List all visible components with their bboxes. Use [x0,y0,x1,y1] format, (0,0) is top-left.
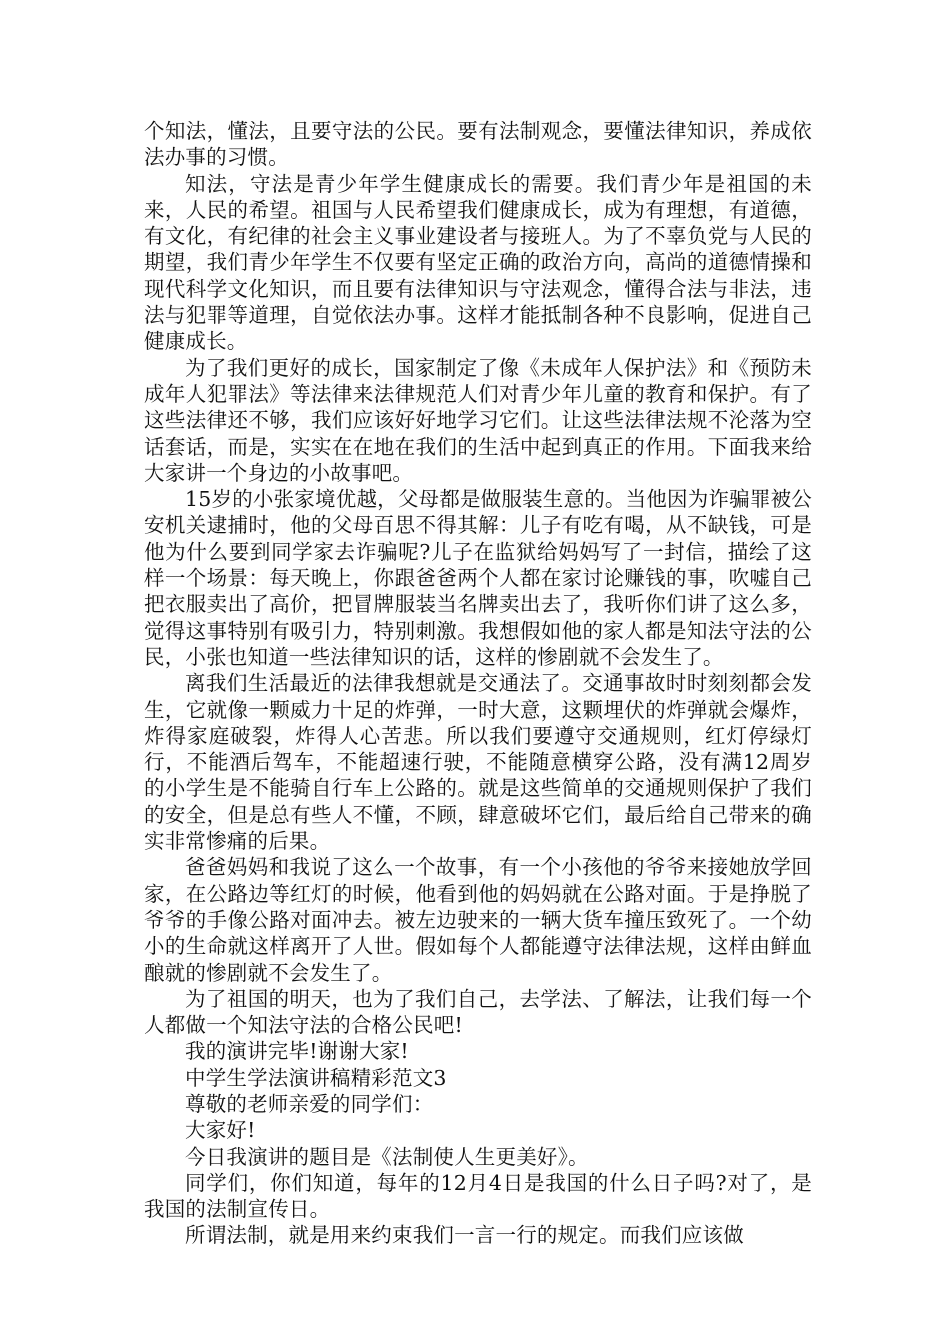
paragraph-5: 离我们生活最近的法律我想就是交通法了。交通事故时时刻刻都会发生，它就像一颗威力十足的炸弹，一时大意，这颗埋伏的炸弹就会爆炸，炸得家庭破裂，炸得人心苦悲。所以我们要遵守交通规则，红灯停绿灯行，不能酒后驾车，不能超速行驶，不能随意横穿公路，没有满12周岁的小学生是不能骑自行车上公路的。就是这些简单的交通规则保护了我们的安全，但是总有些人不懂，不顾，肆意破坏它们，最后给自己带来的确实非常惨痛的后果。 [144,671,812,854]
paragraph-14: 所谓法制，就是用来约束我们一言一行的规定。而我们应该做 [185,1223,744,1248]
speech-topic: 今日我演讲的题目是《法制使人生更美好》。 [185,1144,589,1169]
salutation: 尊敬的老师亲爱的同学们： [185,1091,434,1116]
section-title: 中学生学法演讲稿精彩范文3 [185,1065,447,1090]
paragraph-13: 同学们，你们知道，每年的12月4日是我国的什么日子吗?对了，是我国的法制宣传日。 [144,1170,812,1222]
paragraph-6: 爸爸妈妈和我说了这么一个故事，有一个小孩他的爷爷来接她放学回家，在公路边等红灯的时候，他看到他的妈妈就在公路对面。于是挣脱了爷爷的手像公路对面冲去。被左边驶来的一辆大货车撞压致死了。一个幼小的生命就这样离开了人世。假如每个人都能遵守法律法规，这样由鲜血酿就的惨剧就不会发生了。 [144,855,812,985]
document-page [144,118,812,1249]
paragraph-3: 为了我们更好的成长，国家制定了像《未成年人保护法》和《预防未成年人犯罪法》等法律来法律规范人们对青少年儿童的教育和保护。有了这些法律还不够，我们应该好好地学习它们。让这些法律法规不沦落为空话套话，而是，实实在在地在我们的生活中起到真正的作用。下面我来给大家讲一个身边的小故事吧。 [144,355,812,485]
paragraph-4: 15岁的小张家境优越，父母都是做服装生意的。当他因为诈骗罪被公安机关逮捕时，他的父母百思不得其解：儿子有吃有喝，从不缺钱，可是他为什么要到同学家去诈骗呢?儿子在监狱给妈妈写了一封信，描绘了这样一个场景：每天晚上，你跟爸爸两个人都在家讨论赚钱的事，吹嘘自己把衣服卖出了高价，把冒牌服装当名牌卖出去了，我听你们讲了这么多，觉得这事特别有吸引力，特别刺激。我想假如他的家人都是知法守法的公民，小张也知道一些法律知识的话，这样的惨剧就不会发生了。 [144,487,812,669]
paragraph-7: 为了祖国的明天，也为了我们自己，去学法、了解法，让我们每一个人都做一个知法守法的合格公民吧! [144,986,812,1038]
closing-line: 我的演讲完毕!谢谢大家! [185,1039,409,1064]
greeting: 大家好! [185,1118,256,1143]
paragraph-1: 个知法，懂法，且要守法的公民。要有法制观念，要懂法律知识，养成依法办事的习惯。 [144,119,812,170]
paragraph-2: 知法，守法是青少年学生健康成长的需要。我们青少年是祖国的未来，人民的希望。祖国与人民希望我们健康成长，成为有理想，有道德，有文化，有纪律的社会主义事业建设者与接班人。为了不辜负党与人民的期望，我们青少年学生不仅要有坚定正确的政治方向，高尚的道德情操和现代科学文化知识，而且要有法律知识与守法观念，懂得合法与非法，违法与犯罪等道理，自觉依法办事。这样才能抵制各种不良影响，促进自己健康成长。 [144,171,812,354]
